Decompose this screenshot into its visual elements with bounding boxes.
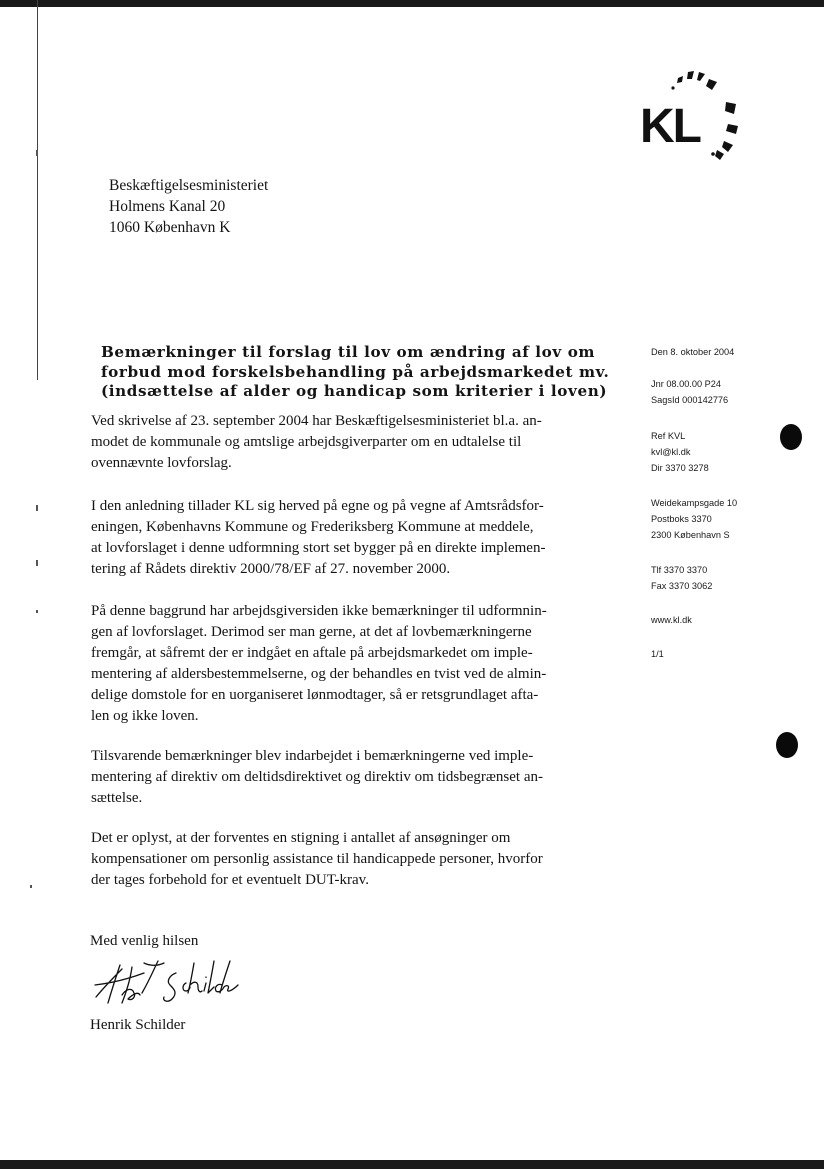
recipient-city: 1060 København K [109,219,231,236]
body-line: modet de kommunale og amtslige arbejdsgiverparter om en udtalelse til [91,434,522,450]
body-line: Det er oplyst, at der forventes en stigning i antallet af ansøgninger om [91,830,511,846]
body-line: kompensationer om personlig assistance til handicappede personer, hvorfor [91,851,543,867]
title-line: Bemærkninger til forslag til lov om ændring af lov om [101,343,596,361]
scan-speck [30,885,32,888]
body-paragraph [91,828,621,891]
body-line: len og ikke loven. [91,708,199,724]
letter-title [101,343,621,402]
scan-border-bottom [0,1160,824,1169]
body-line: Ved skrivelse af 23. september 2004 har Beskæftigelsesministeriet bl.a. an- [91,413,542,429]
scan-edge-line [37,0,38,380]
scan-speck [36,560,38,566]
body-line: ovennævnte lovforslag. [91,455,232,471]
body-line: I den anledning tillader KL sig herved på egne og på vegne af Amtsrådsfor- [91,498,544,514]
body-line: delige domstole for en uorganiseret lønmodtager, så er retsgrundlaget afta- [91,687,539,703]
sidebar-tlf: Tlf 3370 3370 [651,565,708,575]
sidebar-email: kvl@kl.dk [651,447,691,457]
sidebar-phones [651,562,712,594]
punch-hole [776,732,798,758]
body-line: at lovforslaget i denne udformning stort set bygger på en direkte implemen- [91,540,546,556]
body-line: mentering af aldersbestemmelserne, og der behandles en tvist ved de almin- [91,666,547,682]
sidebar-contact [651,428,709,476]
scan-speck [36,610,38,613]
body-line: eningen, Københavns Kommune og Frederiksberg Kommune at meddele, [91,519,534,535]
scan-border-top [0,0,824,7]
body-paragraph [91,601,621,727]
title-line: forbud mod forskelsbehandling på arbejdsmarkedet mv. [101,362,610,381]
sidebar-website: www.kl.dk [651,615,692,625]
sidebar-address-line: 2300 København S [651,530,730,540]
recipient-street: Holmens Kanal 20 [109,198,226,215]
body-line: sættelse. [91,790,143,806]
title-line: (indsættelse af alder og handicap som kriterier i loven) [101,382,608,400]
body-line: Tilsvarende bemærkninger blev indarbejdet i bemærkningerne ved imple- [91,748,534,764]
sidebar-ref: Ref KVL [651,431,686,441]
body-line: gen af lovforslaget. Derimod ser man gerne, at det af lovbemærkningerne [91,624,532,640]
sidebar-sagsid: SagsId 000142776 [651,395,729,405]
body-line: mentering af direktiv om deltidsdirektivet og direktiv om tidsbegrænset an- [91,769,543,785]
punch-hole [780,424,802,450]
body-line: På denne baggrund har arbejdsgiversiden ikke bemærkninger til udformnin- [91,603,547,619]
signer-name: Henrik Schilder [90,1017,186,1033]
kl-logo-icon [640,68,750,163]
body-line: der tages forbehold for et eventuelt DUT-krav. [91,872,369,888]
kl-logo-text: KL [640,100,700,153]
kl-logo [640,68,750,163]
body-paragraph [91,746,621,809]
body-line: fremgår, at såfremt der er indgået en aftale på arbejdsmarkedet om imple- [91,645,533,661]
sidebar-address-line: Postboks 3370 [651,514,712,524]
body-paragraph [91,496,621,580]
sidebar-dir-phone: Dir 3370 3278 [651,463,709,473]
recipient-name: Beskæftigelsesministeriet [109,177,269,194]
recipient-address [109,175,268,238]
sidebar-date: Den 8. oktober 2004 [651,347,735,357]
scan-speck [36,150,38,156]
sidebar-address [651,495,737,543]
sidebar-address-line: Weidekampsgade 10 [651,498,738,508]
handwritten-signature [92,955,252,1015]
body-line: tering af Rådets direktiv 2000/78/EF af 27. november 2000. [91,561,451,577]
sidebar-fax: Fax 3370 3062 [651,581,713,591]
sidebar-page-number: 1/1 [651,649,664,659]
sidebar-reference-numbers [651,376,728,408]
scan-speck [36,505,38,511]
closing-greeting: Med venlig hilsen [90,933,199,949]
sidebar-jnr: Jnr 08.00.00 P24 [651,379,721,389]
body-paragraph [91,411,621,474]
